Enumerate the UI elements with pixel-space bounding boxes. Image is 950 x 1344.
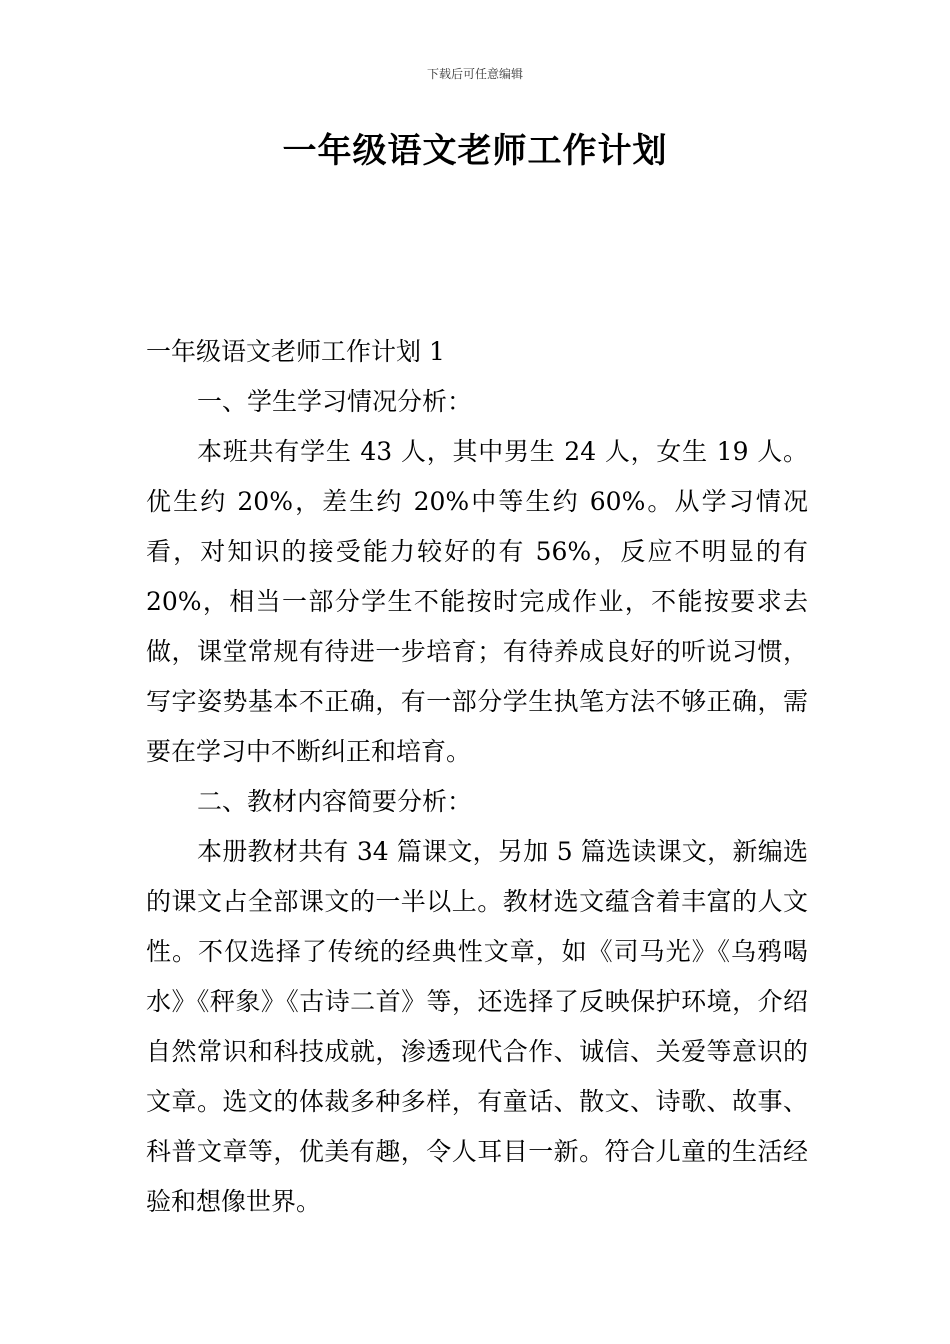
section-title: 一年级语文老师工作计划 1 [146,337,445,366]
heading-student-analysis: 一、学生学习情况分析： [197,387,473,416]
heading-textbook-analysis: 二、教材内容简要分析： [197,787,473,816]
header-note: 下载后可任意编辑 [426,67,523,81]
document-body [146,327,808,1227]
paragraph-textbook-analysis: 本册教材共有 34 篇课文，另加 5 篇选读课文，新编选的课文占全部课文的一半以上。教材选文蕴含着丰富的人文性。不仅选择了传统的经典性文章，如《司马光》《乌鸦喝水》《秤象》《古诗二首》等，还选择了反映保护环境，介绍自然常识和科技成就，渗透现代合作、诚信、关爱等意识的文章。选文的体裁多种多样，有童话、散文、诗歌、故事、科普文章等，优美有趣，令人耳目一新。符合儿童的生活经验和想像世界。 [146,837,808,1216]
paragraph-student-analysis: 本班共有学生 43 人，其中男生 24 人，女生 19 人。优生约 20%，差生约 20%中等生约 60%。从学习情况看，对知识的接受能力较好的有 56%，反应不明显的有 20%，相当一部分学生不能按时完成作业，不能按要求去做，课堂常规有待进一步培育；有待养成良好的听说习惯，写字姿势基本不正确，有一部分学生执笔方法不够正确，需要在学习中不断纠正和培育。 [146,437,808,766]
document-title: 一年级语文老师工作计划 [282,131,668,171]
